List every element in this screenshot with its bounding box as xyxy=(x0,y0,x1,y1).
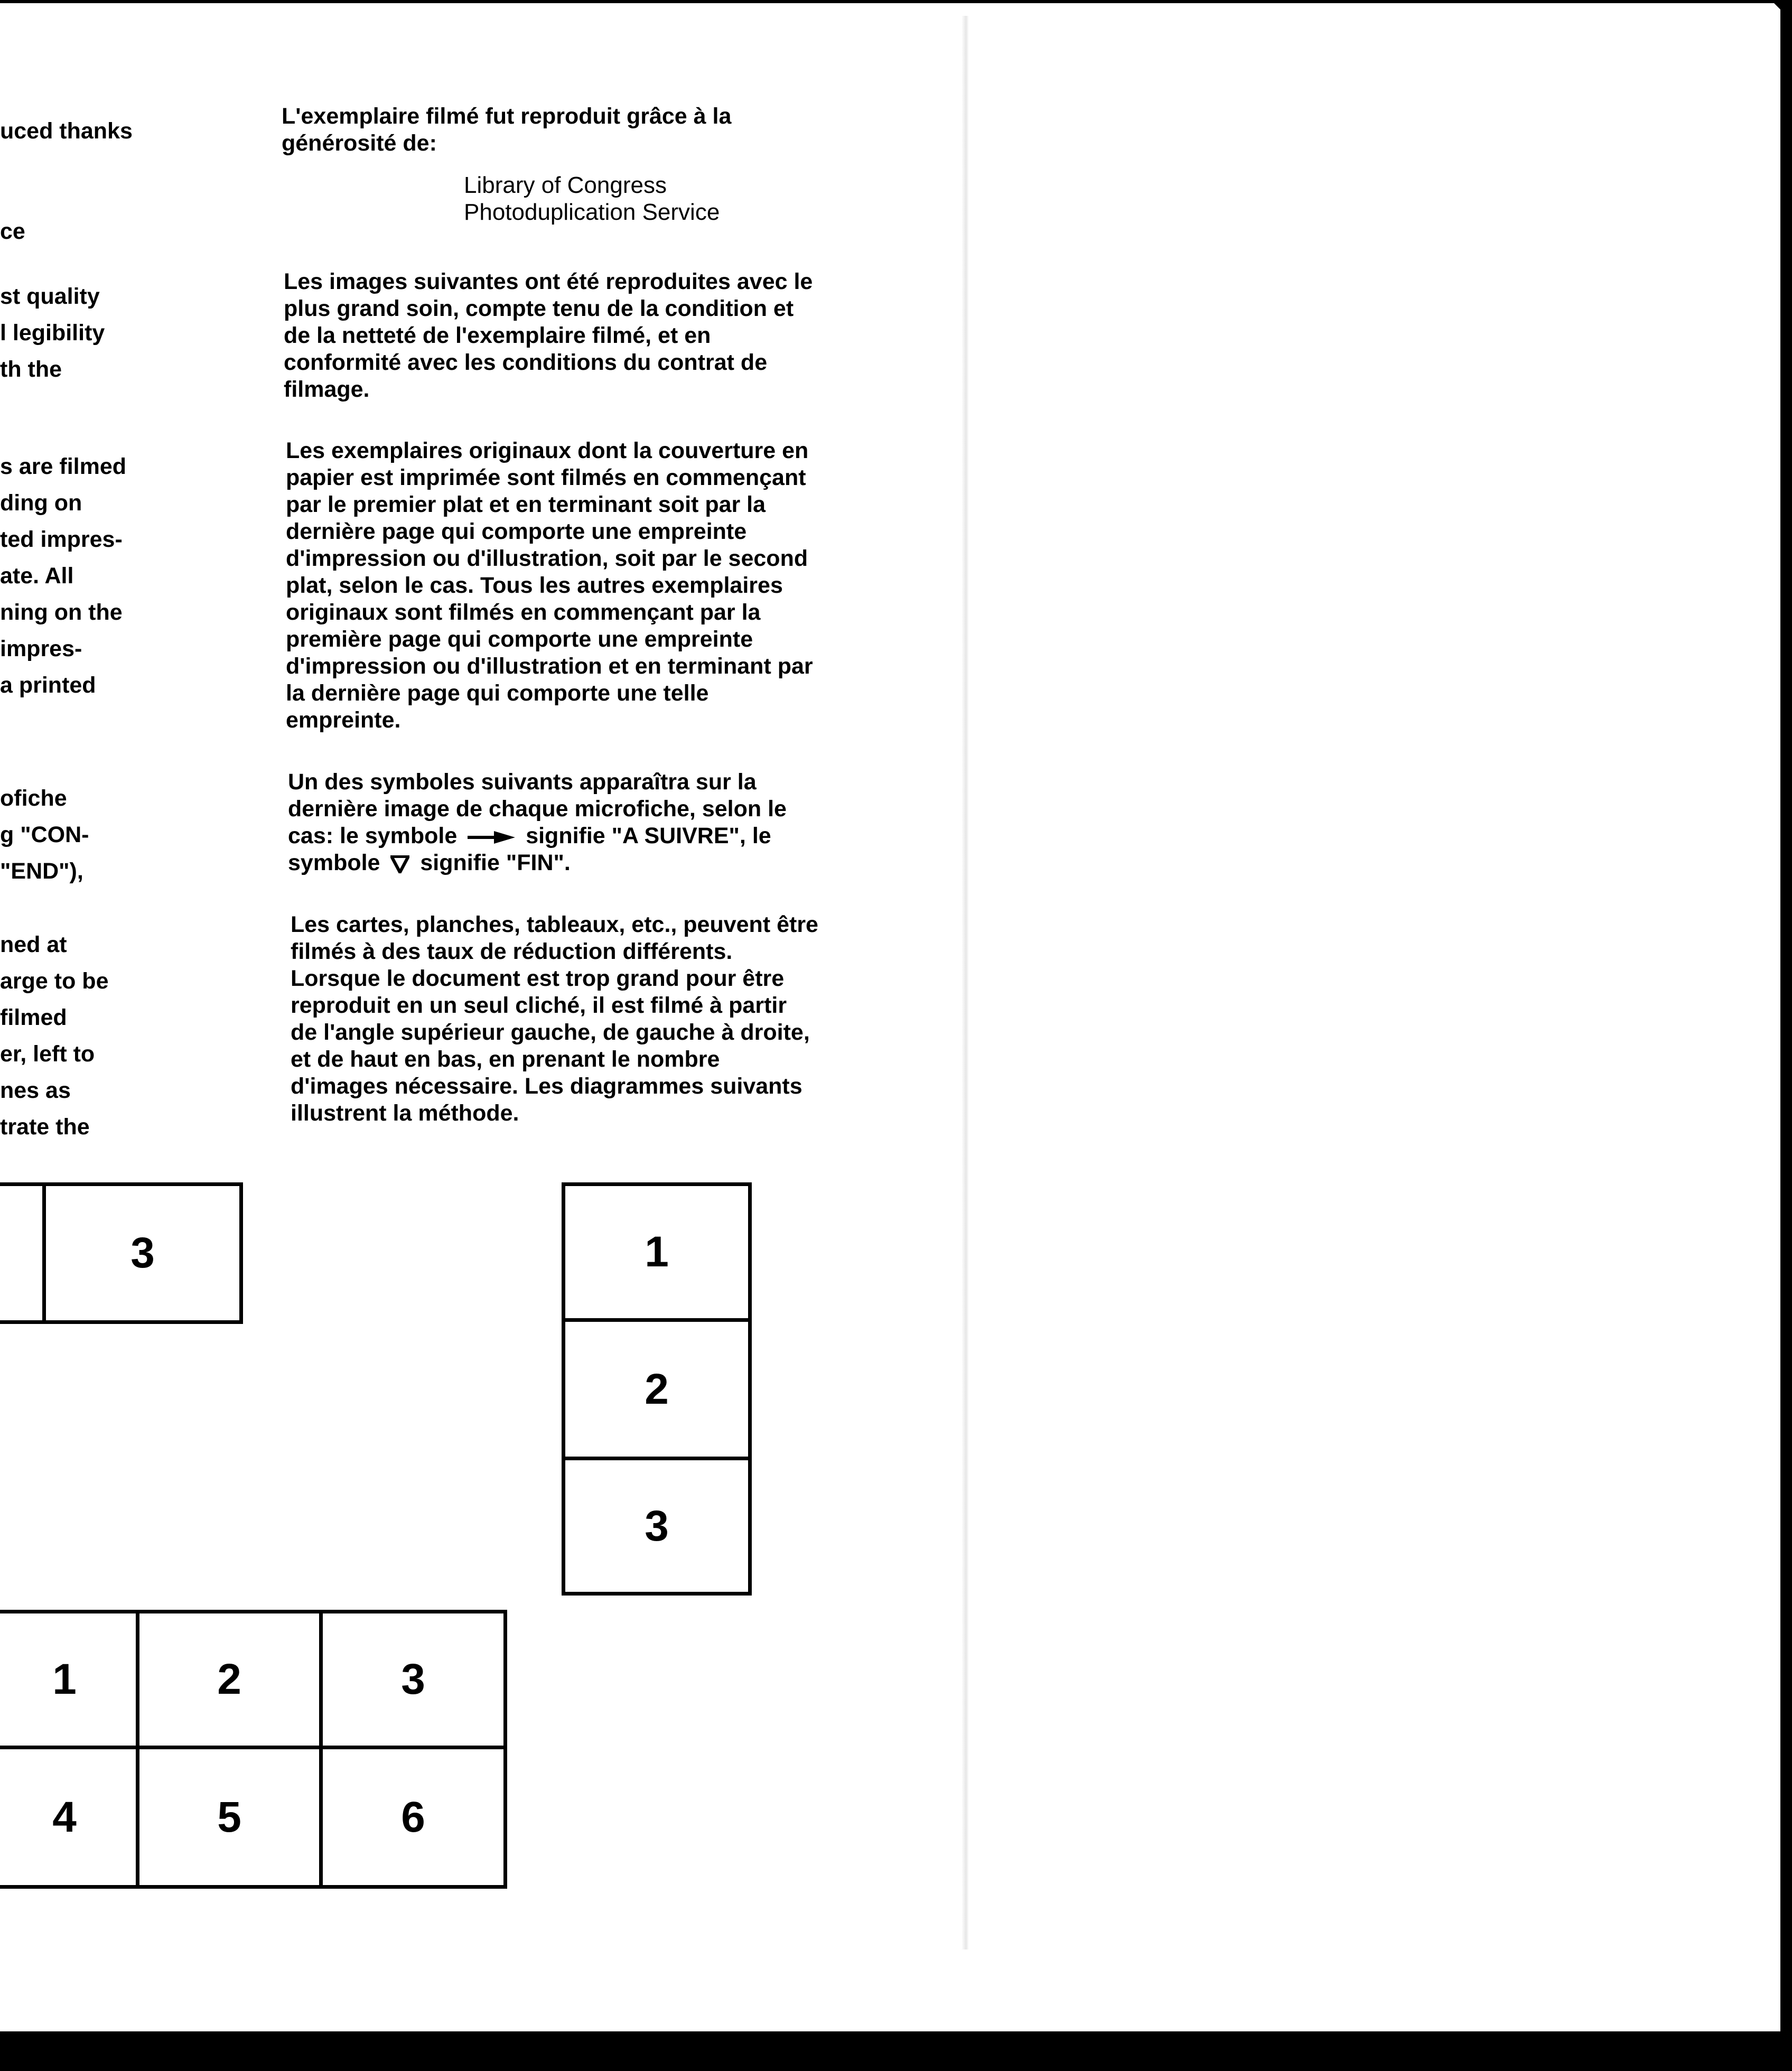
left-fragment-line: trate the xyxy=(0,1114,90,1140)
diagram-cell-3: 3 xyxy=(401,1655,425,1703)
left-fragment-1 xyxy=(0,108,158,154)
diagram-cell-3: 3 xyxy=(645,1501,669,1550)
symbols-line-4 xyxy=(288,850,787,876)
left-fragment-line: st quality xyxy=(0,284,100,309)
left-fragment-line: arge to be xyxy=(0,968,109,994)
scan-top-edge xyxy=(0,0,1792,3)
diagram-cell-1: 1 xyxy=(645,1228,669,1276)
left-fragment-line: ofiche xyxy=(0,786,67,811)
diagram-divider xyxy=(565,1318,748,1322)
symbols-line-4-end: signifie "FIN". xyxy=(420,850,571,875)
triangle-down-icon xyxy=(390,855,409,873)
paragraph-images: Les images suivantes ont été reproduites avec le plus grand soin, compte tenu de la condition et de la netteté de l'exemplaire filmé, et en conformité avec les conditions du contrat de filmage. xyxy=(284,269,813,402)
left-fragment-3 xyxy=(0,274,158,393)
left-fragment-line: s are filmed xyxy=(0,454,126,479)
left-fragment-5 xyxy=(0,776,158,894)
left-fragment-6 xyxy=(0,922,158,1150)
symbols-line-4-start: symbole xyxy=(288,850,380,875)
diagram-divider xyxy=(0,1746,503,1749)
left-fragment-line: ned at xyxy=(0,932,67,957)
left-fragment-line: ce xyxy=(0,219,25,244)
diagram-divider xyxy=(42,1186,46,1320)
page-fold-shadow xyxy=(962,16,969,1949)
horizontal-diagram xyxy=(0,1182,243,1324)
left-fragment-line: filmed xyxy=(0,1005,67,1030)
symbols-line-3-end: signifie "A SUIVRE", le xyxy=(526,823,771,848)
symbols-line-3-start: cas: le symbole xyxy=(288,823,458,848)
left-fragment-line: nes as xyxy=(0,1078,71,1103)
diagram-cell-5: 5 xyxy=(217,1793,241,1841)
diagram-divider xyxy=(565,1457,748,1460)
arrow-right-icon xyxy=(468,829,515,845)
scan-bottom-band xyxy=(0,2036,1792,2071)
left-fragment-line: th the xyxy=(0,357,62,382)
diagram-cell-2: 2 xyxy=(645,1365,669,1413)
paragraph-maps: Les cartes, planches, tableaux, etc., peuvent être filmés à des taux de réduction différents. Lorsque le document est trop grand pour être reproduit en un seul cliché, il est filmé à partir de l'angle supérieur gauche, de gauche à droite, et de haut en bas, en prenant le nombre d'images nécessaire. Les diagrammes suivants illustrent la méthode. xyxy=(291,912,818,1126)
diagram-cell-3: 3 xyxy=(130,1229,155,1277)
left-fragment-line: "END"), xyxy=(0,859,83,884)
symbols-line-3 xyxy=(288,823,787,850)
left-fragment-line: ding on xyxy=(0,490,82,516)
diagram-cell-1: 1 xyxy=(52,1655,77,1703)
symbols-line-2: dernière image de chaque microfiche, selon le xyxy=(288,796,787,822)
library-name: Library of Congress xyxy=(464,172,667,198)
diagram-cell-6: 6 xyxy=(401,1793,425,1841)
diagram-divider xyxy=(319,1613,323,1885)
diagram-divider xyxy=(136,1613,139,1885)
intro-text: L'exemplaire filmé fut reproduit grâce à la générosité de: xyxy=(282,104,732,156)
library-credit xyxy=(464,172,720,226)
diagram-cell-2: 2 xyxy=(217,1655,241,1703)
diagram-cell-4: 4 xyxy=(52,1793,77,1841)
left-fragment-line: uced thanks xyxy=(0,118,133,144)
left-fragment-line: impres- xyxy=(0,636,82,661)
left-fragment-line: ning on the xyxy=(0,600,123,625)
paragraph-symbols xyxy=(288,769,787,876)
left-fragment-2 xyxy=(0,209,158,255)
left-fragment-line: a printed xyxy=(0,673,96,698)
paragraph-originals: Les exemplaires originaux dont la couverture en papier est imprimée sont filmés en commençant par le premier plat et en terminant soit par la dernière page qui comporte une empreinte d'impression ou d'illustration, soit par le second plat, selon le cas. Tous les autres exemplaires originaux sont filmés en commençant par la première page qui comporte une empreinte d'impression ou d'illustration et en terminant par la dernière page qui comporte une telle empreinte. xyxy=(286,438,813,733)
grid-diagram xyxy=(0,1610,507,1889)
left-fragment-line: g "CON- xyxy=(0,822,89,847)
left-fragment-line: ted impres- xyxy=(0,527,123,552)
scan-right-edge xyxy=(1780,0,1792,2039)
library-service: Photoduplication Service xyxy=(464,199,720,225)
symbols-line-1: Un des symboles suivants apparaîtra sur la xyxy=(288,769,757,795)
left-fragment-line: er, left to xyxy=(0,1041,95,1067)
vertical-diagram xyxy=(562,1182,752,1596)
left-fragment-line: ate. All xyxy=(0,563,74,589)
left-fragment-line: l legibility xyxy=(0,320,105,346)
left-fragment-4 xyxy=(0,444,158,708)
